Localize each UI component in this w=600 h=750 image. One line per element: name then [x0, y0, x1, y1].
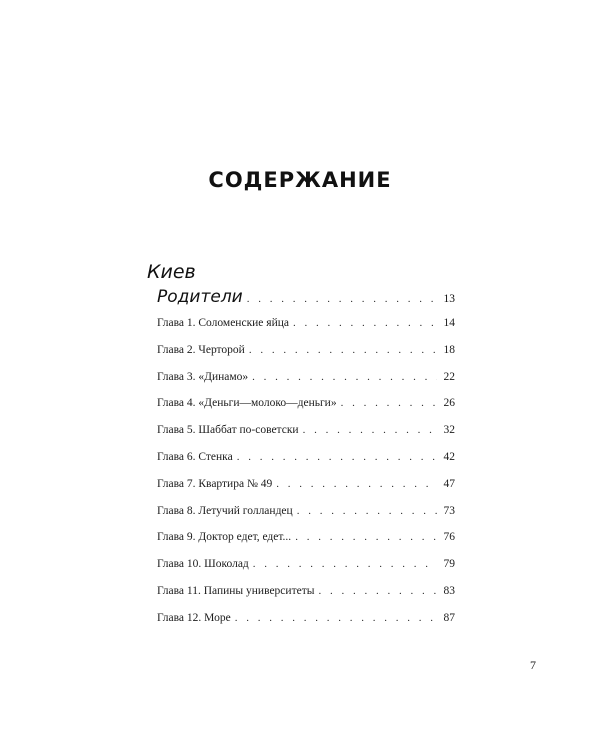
toc-entry — [157, 478, 455, 505]
toc-entry-title: Глава 9. Доктор едет, едет... — [157, 531, 292, 544]
toc-entry — [157, 558, 455, 585]
dot-leader — [237, 451, 437, 463]
toc-entry-page: 18 — [443, 343, 455, 356]
toc-entry — [157, 451, 455, 478]
toc-entry — [157, 317, 455, 344]
toc-entry — [157, 397, 455, 424]
toc-entry-title: Глава 2. Черторой — [157, 343, 245, 356]
dot-leader — [293, 317, 437, 329]
dot-leader — [297, 505, 437, 517]
toc-entry-page: 79 — [443, 558, 455, 571]
page-title: СОДЕРЖАНИЕ — [208, 168, 392, 192]
toc-entry — [157, 371, 455, 398]
dot-leader — [253, 558, 437, 570]
toc-entry-page: 22 — [443, 370, 455, 383]
toc-entry-page: 83 — [443, 584, 455, 597]
toc-entry-title: Глава 5. Шаббат по-советски — [157, 424, 299, 437]
toc-entry-title: Родители — [157, 287, 243, 307]
dot-leader — [247, 293, 437, 305]
toc-entry — [157, 287, 455, 317]
table-of-contents — [157, 287, 455, 639]
toc-entry-page: 13 — [443, 293, 455, 305]
toc-entry — [157, 505, 455, 532]
dot-leader — [252, 371, 437, 383]
toc-entry-title: Глава 10. Шоколад — [157, 558, 249, 571]
dot-leader — [341, 397, 437, 409]
toc-entry-page: 26 — [443, 397, 455, 410]
toc-entry-title: Глава 11. Папины университеты — [157, 584, 315, 597]
dot-leader — [235, 612, 437, 624]
toc-entry-title: Глава 6. Стенка — [157, 450, 233, 463]
dot-leader — [318, 585, 437, 597]
dot-leader — [303, 424, 437, 436]
toc-entry — [157, 585, 455, 612]
dot-leader — [249, 344, 437, 356]
toc-entry-page: 87 — [443, 611, 455, 624]
toc-entry — [157, 344, 455, 371]
toc-entry-page: 47 — [443, 477, 455, 490]
toc-entry — [157, 531, 455, 558]
toc-entry-title: Глава 7. Квартира № 49 — [157, 477, 273, 490]
toc-entry-page: 73 — [443, 504, 455, 517]
dot-leader — [295, 531, 437, 543]
toc-entry-page: 14 — [443, 317, 455, 329]
toc-entry-title: Глава 1. Соломенские яйца — [157, 317, 289, 329]
toc-entry-page: 42 — [443, 450, 455, 463]
toc-entry-title: Глава 3. «Динамо» — [157, 370, 249, 383]
toc-entry-title: Глава 4. «Деньги—молоко—деньги» — [157, 397, 337, 410]
toc-entry-page: 32 — [443, 424, 455, 437]
page-number: 7 — [530, 658, 536, 672]
toc-entry — [157, 424, 455, 451]
part-title: Киев — [147, 261, 196, 283]
toc-entry-title: Глава 12. Море — [157, 611, 231, 624]
toc-entry-title: Глава 8. Летучий голландец — [157, 504, 293, 517]
dot-leader — [276, 478, 437, 490]
toc-entry-page: 76 — [443, 531, 455, 544]
toc-entry — [157, 612, 455, 639]
